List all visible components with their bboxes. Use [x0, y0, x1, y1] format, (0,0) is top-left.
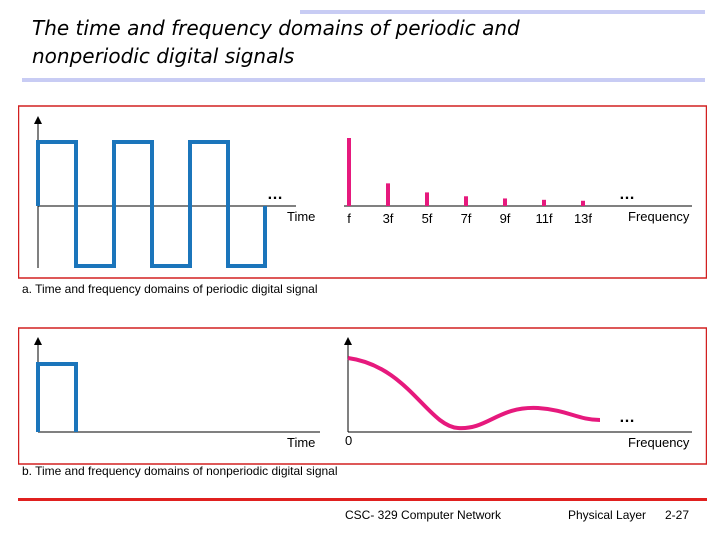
footer-course: CSC- 329 Computer Network	[345, 508, 502, 522]
panel-b-border	[19, 328, 707, 464]
harmonic-label: 7f	[460, 211, 472, 226]
figure-svg	[18, 96, 707, 481]
harmonic-bar	[503, 198, 507, 206]
harmonic-label: 5f	[421, 211, 433, 226]
harmonic-bar	[464, 196, 468, 206]
harmonic-bar	[542, 200, 546, 206]
figure-frame	[18, 96, 707, 481]
panel-a-time-ellipsis: …	[267, 186, 283, 203]
harmonic-bar	[581, 201, 585, 206]
panel-b-freq-ellipsis: …	[619, 409, 635, 426]
panel-a-border	[19, 106, 707, 278]
slide-title	[32, 14, 692, 70]
slide-title-line-1: The time and frequency domains of periodic and	[32, 16, 520, 40]
panel-b-time-label: Time	[287, 435, 316, 450]
nonperiodic-pulse	[38, 364, 76, 432]
harmonic-label: f	[347, 211, 351, 226]
harmonic-label: 11f	[535, 211, 553, 226]
harmonic-label: 3f	[382, 211, 394, 226]
panel-a-caption: a. Time and frequency domains of periodic digital signal	[22, 282, 318, 296]
harmonic-label: 13f	[573, 211, 593, 226]
harmonic-labels	[347, 211, 592, 226]
harmonic-bars	[347, 138, 585, 206]
footer-page: 2-27	[665, 508, 690, 522]
periodic-square-wave	[38, 142, 265, 266]
harmonic-bar	[386, 183, 390, 206]
panel-a-freq-label: Frequency	[628, 209, 690, 224]
panel-a-time-label: Time	[287, 209, 316, 224]
footer-chapter: Physical Layer	[568, 508, 647, 522]
harmonic-bar	[347, 138, 351, 206]
panel-b-caption: b. Time and frequency domains of nonperiodic digital signal	[22, 464, 338, 478]
nonperiodic-spectrum-curve	[348, 358, 600, 428]
panel-a-freq-ellipsis: …	[619, 186, 635, 203]
harmonic-label: 9f	[499, 211, 511, 226]
slide-title-line-2: nonperiodic digital signals	[32, 44, 295, 68]
footer-rule	[18, 498, 707, 501]
harmonic-bar	[425, 192, 429, 206]
panel-b-freq-label: Frequency	[628, 435, 690, 450]
title-rule-bottom	[22, 78, 705, 82]
panel-b-zero-label: 0	[345, 433, 353, 448]
